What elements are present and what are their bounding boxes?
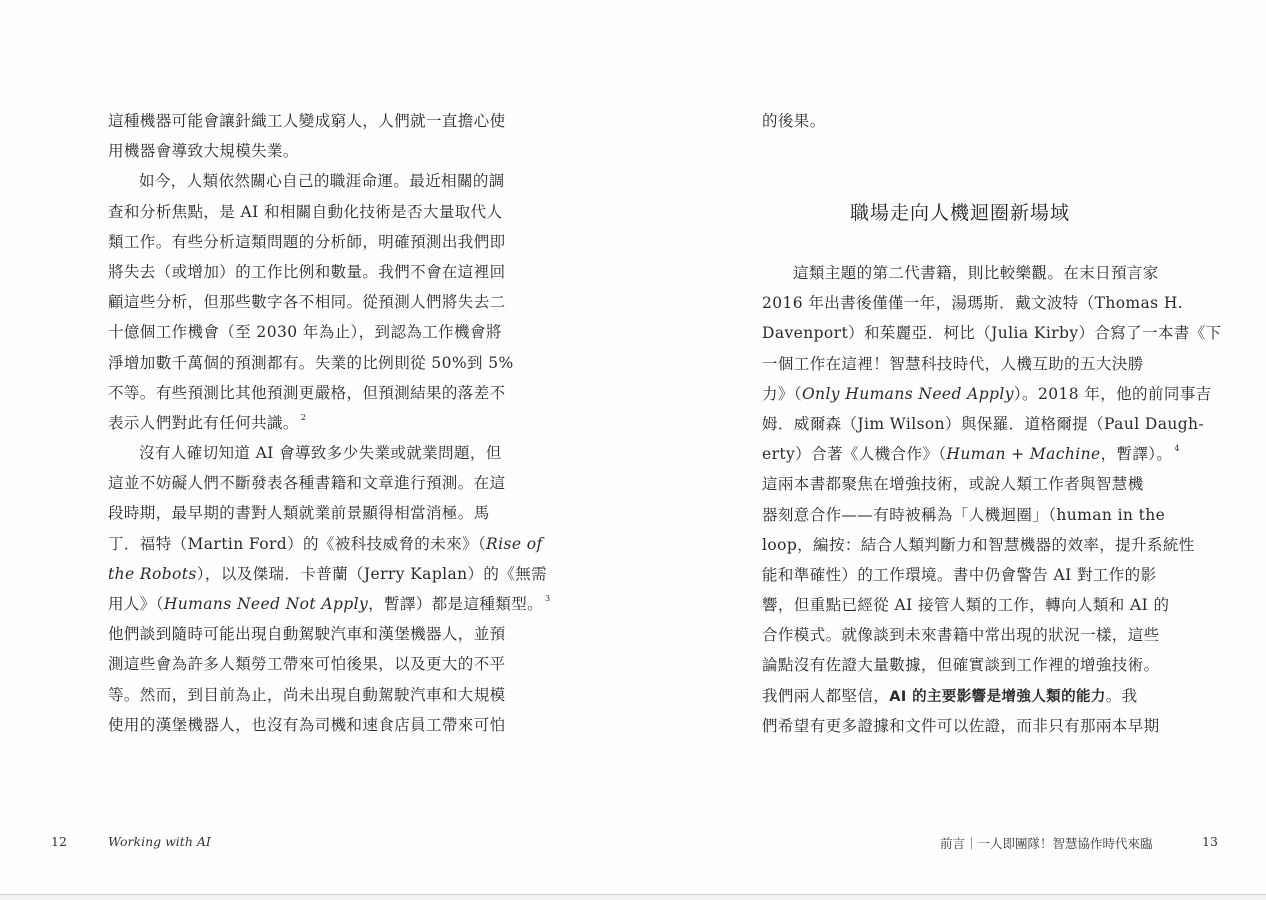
text-run: 。我 [1105, 686, 1138, 705]
text-line: Davenport）和茱麗亞．柯比（Julia Kirby）合寫了一本書《下 [762, 324, 1222, 343]
text-line: 使用的漢堡機器人，也沒有為司機和速食店員工帶來可怕 [108, 715, 506, 734]
text-line: 這並不妨礙人們不斷發表各種書籍和文章進行預測。在這 [108, 474, 506, 493]
footnote-marker[interactable]: 2 [300, 412, 307, 422]
book-title-italic: the Robots [108, 564, 197, 583]
text-line: 們希望有更多證據和文件可以佐證，而非只有那兩本早期 [762, 716, 1160, 735]
text-line: 能和準確性）的工作環境。書中仍會警告 AI 對工作的影 [762, 565, 1157, 584]
text-line: 這類主題的第二代書籍，則比較樂觀。在末日預言家 [793, 264, 1159, 282]
book-title-italic: Human + Machine [946, 445, 1101, 464]
text-line: 類工作。有些分析這類問題的分析師，明確預測出我們即 [108, 232, 506, 251]
text-run: ，暫譯）都是這種類型。 [368, 595, 544, 613]
section-heading: 職場走向人機迴圈新場域 [849, 202, 1070, 224]
right-page [633, 0, 1266, 895]
right-page-body [762, 258, 1222, 741]
text-line: loop，編按：結合人類判斷力和智慧機器的效率，提升系統性 [762, 535, 1195, 554]
running-head: 前言｜一人即團隊！智慧協作時代來臨 [940, 836, 1153, 851]
text-line [108, 529, 543, 559]
text-run: ），以及傑瑞．卡普蘭（Jerry Kaplan）的《無需 [196, 564, 548, 583]
emphasis-bold: AI 的主要影響是增強人類的能力 [889, 688, 1106, 705]
text-run: 丁．福特（Martin Ford）的《被科技威脅的未來》（ [108, 534, 487, 553]
text-line [762, 681, 1158, 711]
text-line [762, 439, 1180, 469]
text-line: 這兩本書都聚焦在增強技術，或說人類工作者與智慧機 [762, 475, 1144, 494]
text-line [762, 379, 1212, 409]
book-title-italic: Only Humans Need Apply [801, 384, 1014, 403]
text-line: 淨增加數千萬個的預測都有。失業的比例則從 50%到 5% [108, 353, 514, 372]
text-line: 顧這些分析，但那些數字各不相同。從預測人們將失去二 [108, 293, 506, 312]
text-line: 他們談到隨時可能出現自動駕駛汽車和漢堡機器人，並預 [108, 625, 506, 644]
left-page [0, 0, 633, 895]
text-line: 沒有人確切知道 AI 會導致多少失業或就業問題，但 [139, 444, 502, 463]
text-line [108, 408, 504, 438]
text-run: 表示人們對此有任何共識。 [108, 413, 299, 432]
text-run: ，暫譯）。 [1100, 445, 1173, 464]
text-run: 力》（ [762, 384, 802, 403]
text-line [108, 589, 551, 619]
text-line: 響，但重點已經從 AI 接管人類的工作，轉向人類和 AI 的 [762, 596, 1170, 615]
page-number: 13 [1202, 834, 1218, 849]
text-line: 合作模式。就像談到未來書籍中常出現的狀況一樣，這些 [762, 626, 1160, 645]
text-line: 十億個工作機會（至 2030 年為止），到認為工作機會將 [108, 323, 502, 342]
text-line: 段時期，最早期的書對人類就業前景顯得相當消極。馬 [108, 504, 490, 523]
book-title-italic: Humans Need Not Apply [163, 595, 369, 613]
text-line: 查和分析焦點，是 AI 和相關自動化技術是否大量取代人 [108, 202, 503, 221]
left-page-body [108, 106, 551, 740]
text-line: 等。然而，到目前為止，尚未出現自動駕駛汽車和大規模 [108, 685, 506, 704]
text-line: 如今，人類依然關心自己的職涯命運。最近相關的調 [139, 172, 505, 191]
text-run: 用人》（ [108, 595, 164, 613]
text-line: 用機器會導致大規模失業。 [108, 142, 299, 161]
text-line: 不等。有些預測比其他預測更嚴格，但預測結果的落差不 [108, 383, 506, 402]
text-line: 這種機器可能會讓針織工人變成窮人，人們就一直擔心使 [108, 112, 506, 130]
text-line: 測這些會為許多人類勞工帶來可怕後果，以及更大的不平 [108, 655, 506, 674]
text-run: ）。2018 年，他的前同事吉 [1013, 384, 1212, 403]
footnote-marker[interactable]: 4 [1174, 444, 1180, 454]
text-line: 一個工作在這裡！智慧科技時代，人機互助的五大決勝 [762, 354, 1144, 373]
text-line: 的後果。 [762, 112, 826, 130]
footnote-marker[interactable]: 3 [545, 594, 551, 603]
text-line [108, 559, 548, 589]
text-line: 論點沒有佐證大量數據，但確實談到工作裡的增強技術。 [762, 656, 1160, 675]
text-line: 2016 年出書後僅僅一年，湯瑪斯．戴文波特（Thomas H. [762, 294, 1184, 313]
text-run: 我們兩人都堅信， [762, 686, 890, 705]
bottom-strip [0, 895, 1266, 900]
text-line: 器刻意合作——有時被稱為「人機迴圈」（human in the [762, 505, 1166, 524]
book-title-italic: Rise of [486, 534, 543, 553]
right-page-first-line [762, 106, 1158, 136]
running-head: Working with AI [108, 834, 211, 849]
text-line: 姆．威爾森（Jim Wilson）與保羅．道格爾提（Paul Daugh- [762, 414, 1205, 433]
text-line: 將失去（或增加）的工作比例和數量。我們不會在這裡回 [108, 262, 506, 281]
page-number: 12 [51, 834, 67, 849]
text-run: erty）合著《人機合作》（ [762, 445, 947, 464]
